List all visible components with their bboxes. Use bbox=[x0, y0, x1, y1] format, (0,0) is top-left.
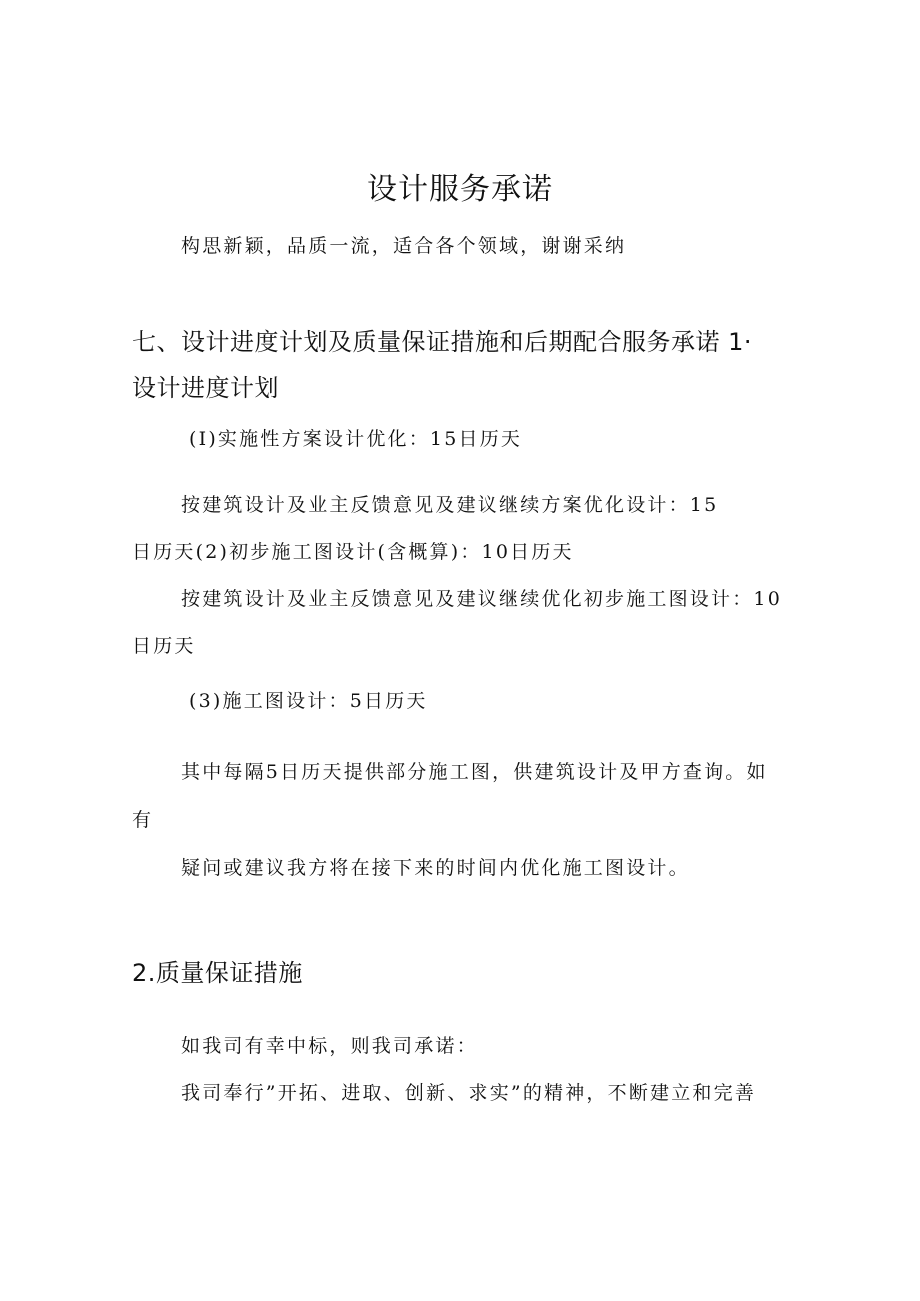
schedule-item-3-detail-line-3: 疑问或建议我方将在接下来的时间内优化施工图设计。 bbox=[181, 857, 690, 879]
document-subtitle: 构思新颖，品质一流，适合各个领域，谢谢采纳 bbox=[181, 235, 627, 257]
schedule-item-1-detail-line-2: 日历天(2)初步施工图设计(含概算)：10日历天 bbox=[132, 541, 574, 563]
section-7-heading-line-1: 七、设计进度计划及质量保证措施和后期配合服务承诺 1· bbox=[132, 328, 753, 356]
schedule-item-2-detail-line-2: 日历天 bbox=[132, 635, 196, 657]
schedule-item-2-detail-line-1: 按建筑设计及业主反馈意见及建议继续优化初步施工图设计：10 bbox=[181, 588, 782, 610]
schedule-item-3-detail-line-2: 有 bbox=[132, 809, 154, 831]
section-7-heading-line-2: 设计进度计划 bbox=[132, 374, 279, 402]
schedule-item-1: (I)实施性方案设计优化：15日历天 bbox=[189, 428, 523, 450]
schedule-item-1-detail-line-1: 按建筑设计及业主反馈意见及建议继续方案优化设计：15 bbox=[181, 494, 719, 516]
document-title: 设计服务承诺 bbox=[367, 172, 553, 207]
section-2-paragraph-1: 如我司有幸中标，则我司承诺： bbox=[181, 1035, 478, 1057]
section-2-paragraph-2: 我司奉行”开拓、进取、创新、求实”的精神，不断建立和完善 bbox=[181, 1082, 757, 1104]
section-2-heading: 2.质量保证措施 bbox=[132, 959, 303, 987]
schedule-item-3: (3)施工图设计：5日历天 bbox=[189, 690, 428, 712]
schedule-item-3-detail-line-1: 其中每隔5日历天提供部分施工图，供建筑设计及甲方查询。如 bbox=[181, 761, 768, 783]
